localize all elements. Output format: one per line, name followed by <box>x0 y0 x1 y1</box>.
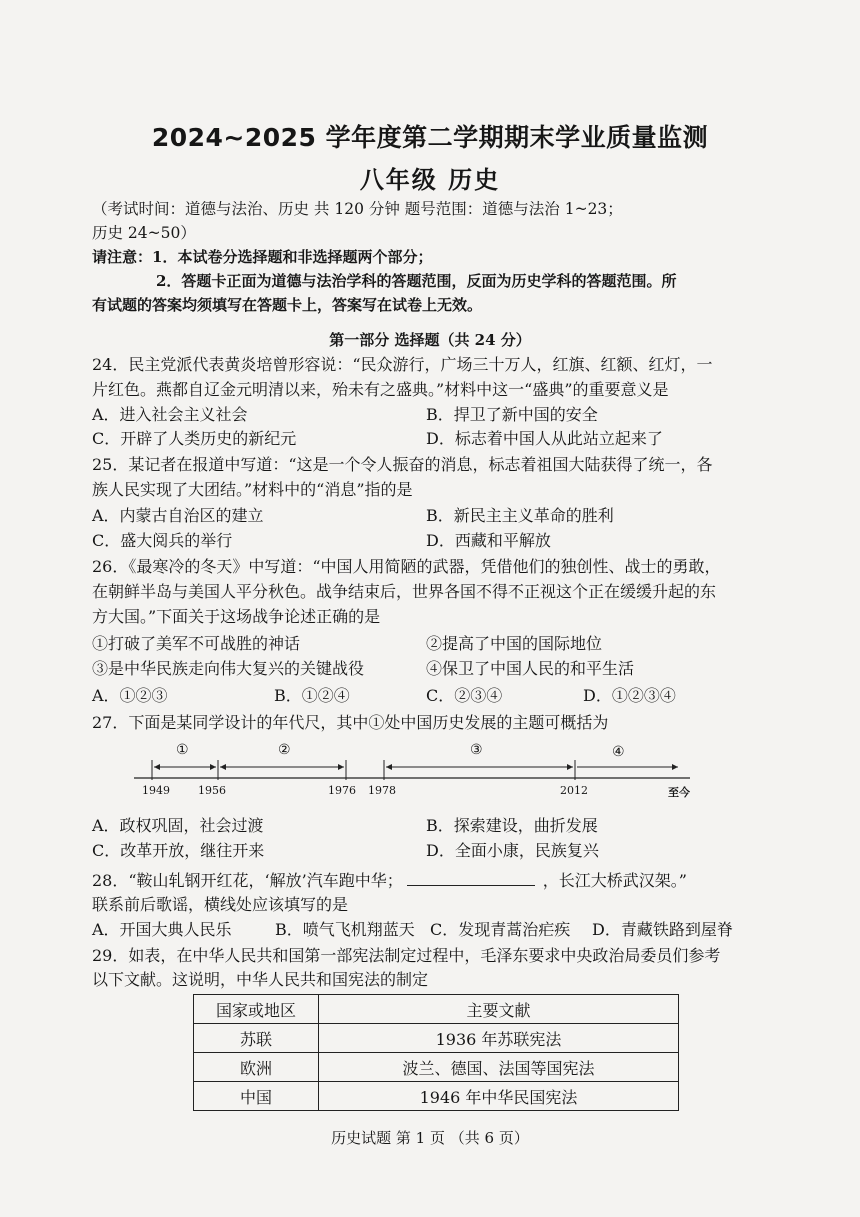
segment-label-4: ④ <box>612 744 625 760</box>
segment-2-arrow <box>220 764 344 770</box>
year-label-1976: 1976 <box>328 784 356 797</box>
segment-label-3: ③ <box>470 742 483 758</box>
q28-stem-part-b: ，长江大桥武汉架。” <box>542 871 687 890</box>
page-footer: 历史试题 第 1 页 （共 6 页） <box>331 1129 529 1147</box>
q25-option-c: C．盛大阅兵的举行 <box>92 531 233 550</box>
q25-stem-1: 25．某记者在报道中写道：“这是一个令人振奋的消息，标志着祖国大陆获得了统一，各 <box>92 455 713 474</box>
q28-stem-part-a: 28．“鞍山轧钢开红花，‘解放’汽车跑中华； <box>92 871 403 890</box>
q26-option-d: D．①②③④ <box>583 686 676 705</box>
table-header-documents: 主要文献 <box>319 995 679 1024</box>
q24-option-b: B．捍卫了新中国的安全 <box>426 405 598 424</box>
q29-stem-2: 以下文献。这说明，中华人民共和国宪法的制定 <box>92 970 429 989</box>
year-label-1978: 1978 <box>368 784 396 797</box>
notice-label <box>92 245 432 269</box>
q26-statement-3: ③是中华民族走向伟大复兴的关键战役 <box>92 659 365 678</box>
page-subtitle: 八年级 历史 <box>359 166 501 194</box>
q25-option-d: D．西藏和平解放 <box>426 531 551 550</box>
timeline-scale <box>130 740 700 808</box>
q28-option-b: B．喷气飞机翔蓝天 <box>275 920 415 939</box>
q28-option-d: D．青藏铁路到屋脊 <box>592 920 733 939</box>
q28-stem-1 <box>92 869 687 893</box>
q26-statement-2: ②提高了中国的国际地位 <box>426 634 603 653</box>
q28-option-c: C．发现青蒿治疟疾 <box>430 920 571 939</box>
notice-item-1: 1．本试卷分选择题和非选择题两个部分； <box>152 248 433 266</box>
q24-option-d: D．标志着中国人从此站立起来了 <box>426 429 663 448</box>
q26-option-b: B．①②④ <box>274 686 350 705</box>
year-label-1956: 1956 <box>198 784 226 797</box>
segment-3-arrow <box>386 764 573 770</box>
table-row <box>194 1053 679 1082</box>
exam-info-line1: （考试时间：道德与法治、历史 共 120 分钟 题号范围：道德与法治 1~23； <box>92 200 623 218</box>
q26-statement-4: ④保卫了中国人民的和平生活 <box>426 659 635 678</box>
q27-option-a: A．政权巩固，社会过渡 <box>92 816 264 835</box>
q26-stem-1: 26．《最寒冷的冬天》中写道：“中国人用简陋的武器，凭借他们的独创性、战士的勇敢， <box>92 557 721 576</box>
q24-stem-1: 24．民主党派代表黄炎培曾形容说：“民众游行，广场三十万人，红旗、红额、红灯，一 <box>92 355 713 374</box>
table-header-region: 国家或地区 <box>194 995 319 1024</box>
q27-option-c: C．改革开放，继往开来 <box>92 841 265 860</box>
q24-option-c: C．开辟了人类历史的新纪元 <box>92 429 297 448</box>
q29-stem-1: 29．如表，在中华人民共和国第一部宪法制定过程中，毛泽东要求中央政治局委员们参考 <box>92 946 721 965</box>
table-cell-region: 中国 <box>194 1082 319 1111</box>
q28-stem-2: 联系前后歌谣，横线处应该填写的是 <box>92 895 349 914</box>
table-cell-document: 波兰、德国、法国等国宪法 <box>319 1053 679 1082</box>
segment-label-2: ② <box>278 742 291 758</box>
q26-option-a: A．①②③ <box>92 686 168 705</box>
q27-stem: 27．下面是某同学设计的年代尺，其中①处中国历史发展的主题可概括为 <box>92 713 609 732</box>
section-title: 第一部分 选择题（共 24 分） <box>329 331 531 349</box>
q26-statement-1: ①打破了美军不可战胜的神话 <box>92 634 301 653</box>
q24-stem-2: 片红色。燕都自辽金元明清以来，殆未有之盛典。”材料中这一“盛典”的重要意义是 <box>92 380 669 399</box>
q25-option-b: B．新民主主义革命的胜利 <box>426 506 614 525</box>
q25-stem-2: 族人民实现了大团结。”材料中的“消息”指的是 <box>92 480 413 499</box>
q24-option-a: A．进入社会主义社会 <box>92 405 248 424</box>
year-label-1949: 1949 <box>142 784 170 797</box>
table-row <box>194 1024 679 1053</box>
q28-option-a: A．开国大典人民乐 <box>92 920 232 939</box>
q27-option-d: D．全面小康，民族复兴 <box>426 841 599 860</box>
q26-stem-2: 在朝鲜半岛与美国人平分秋色。战争结束后，世界各国不得不正视这个正在缓缓升起的东 <box>92 582 717 601</box>
segment-4-arrow <box>577 764 678 770</box>
q26-option-c: C．②③④ <box>426 686 503 705</box>
notice-item-2-line1: 2．答题卡正面为道德与法治学科的答题范围，反面为历史学科的答题范围。所 <box>156 272 677 290</box>
exam-info-line2: 历史 24~50） <box>92 224 196 242</box>
table-cell-document: 1936 年苏联宪法 <box>319 1024 679 1053</box>
q25-option-a: A．内蒙古自治区的建立 <box>92 506 264 525</box>
segment-label-1: ① <box>176 742 189 758</box>
q27-option-b: B．探索建设，曲折发展 <box>426 816 598 835</box>
page-title: 2024~2025 学年度第二学期期末学业质量监测 <box>151 123 709 152</box>
table-cell-region: 欧洲 <box>194 1053 319 1082</box>
year-label-present: 至今 <box>668 786 690 799</box>
segment-1-arrow <box>154 764 216 770</box>
notice-label-text: 请注意： <box>92 248 153 266</box>
year-label-2012: 2012 <box>560 784 588 797</box>
table-cell-region: 苏联 <box>194 1024 319 1053</box>
q26-stem-3: 方大国。”下面关于这场战争论述正确的是 <box>92 607 381 626</box>
table-header-row <box>194 995 679 1024</box>
notice-item-2-line2: 有试题的答案均须填写在答题卡上，答案写在试卷上无效。 <box>92 296 483 314</box>
table-cell-document: 1946 年中华民国宪法 <box>319 1082 679 1111</box>
table-row <box>194 1082 679 1111</box>
q28-answer-blank <box>407 871 535 886</box>
constitution-reference-table <box>193 994 679 1111</box>
